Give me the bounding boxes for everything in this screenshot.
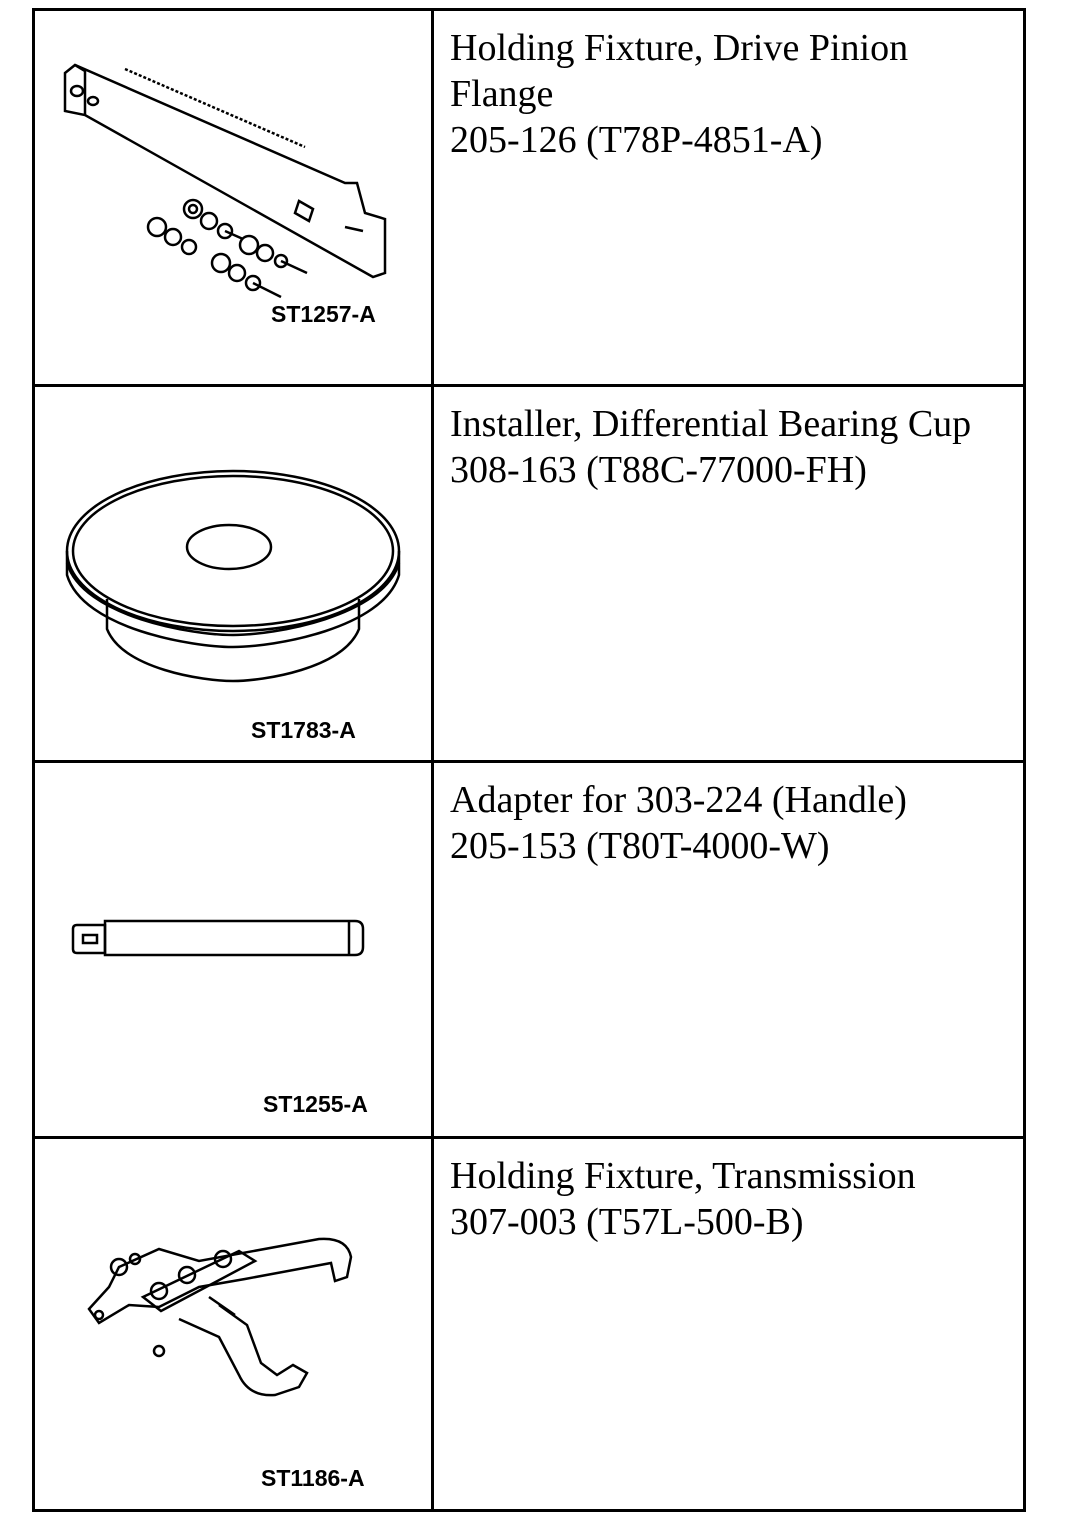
- tool-row: [35, 763, 1023, 1139]
- tool-description-cell: [434, 1139, 1023, 1509]
- tool-number: 307-003 (T57L-500-B): [450, 1201, 804, 1243]
- handle-adapter-icon: [71, 913, 371, 963]
- tool-number: 205-126 (T78P-4851-A): [450, 119, 823, 161]
- tool-row: [35, 387, 1023, 763]
- differential-bearing-cup-installer-icon: [63, 469, 403, 689]
- tool-description-cell: [434, 763, 1023, 1136]
- transmission-holding-fixture-icon: [79, 1227, 379, 1407]
- tool-illustration-cell: [35, 387, 434, 760]
- figure-id-label: ST1783-A: [251, 717, 356, 743]
- tool-name: Adapter for 303-224 (Handle): [450, 779, 907, 821]
- tool-number: 205-153 (T80T-4000-W): [450, 825, 830, 867]
- special-tools-table: [32, 8, 1026, 1512]
- tool-name: Installer, Differential Bearing Cup: [450, 403, 972, 445]
- figure-id-label: ST1186-A: [261, 1465, 365, 1491]
- tool-illustration-cell: [35, 1139, 434, 1509]
- tool-description-cell: [434, 11, 1023, 384]
- figure-id-label: ST1255-A: [263, 1091, 368, 1117]
- tool-name: Holding Fixture, Drive Pinion Flange: [450, 27, 909, 115]
- tool-illustration-cell: [35, 11, 434, 384]
- tool-row: [35, 1139, 1023, 1509]
- tool-illustration-cell: [35, 763, 434, 1136]
- figure-id-label: ST1257-A: [271, 301, 376, 327]
- tool-name: Holding Fixture, Transmission: [450, 1155, 916, 1197]
- tool-description-cell: [434, 387, 1023, 760]
- tool-number: 308-163 (T88C-77000-FH): [450, 449, 867, 491]
- tool-row: [35, 11, 1023, 387]
